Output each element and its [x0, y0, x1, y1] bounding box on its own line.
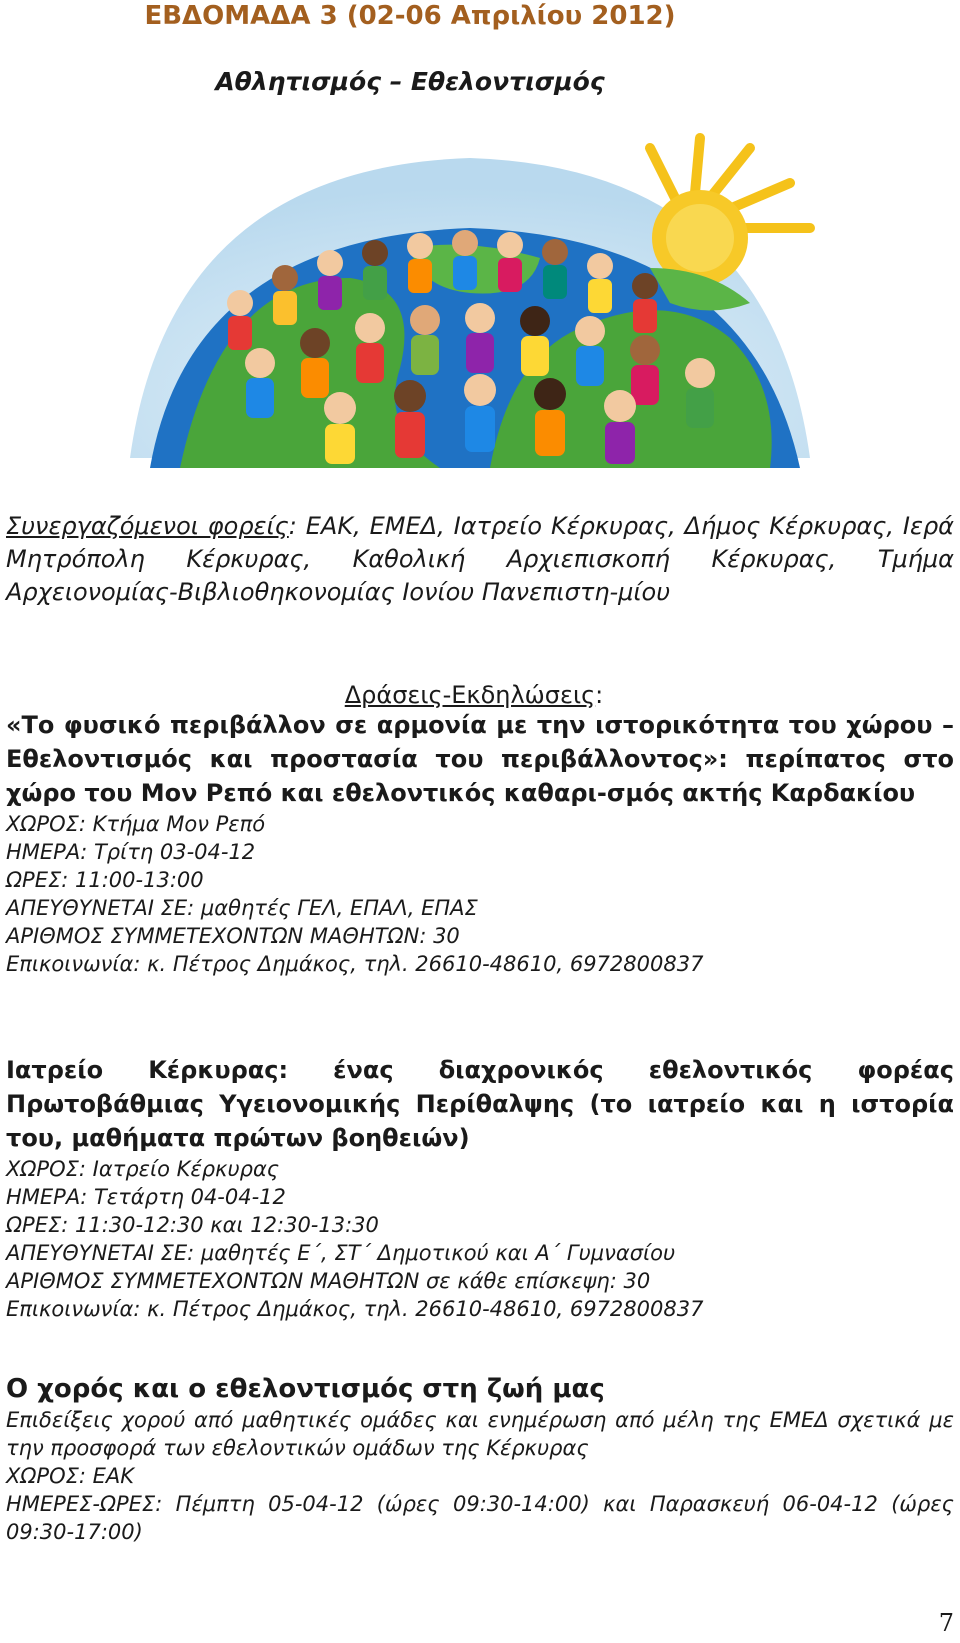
event-location: ΧΩΡΟΣ: Ιατρείο Κέρκυρας	[6, 1157, 280, 1181]
children-on-globe-illustration	[110, 128, 830, 468]
partners-list: : ΕΑΚ, ΕΜΕΔ, Ιατρείο Κέρκυρας, Δήμος Κέρκυρας, Ιερά Μητρόπολη Κέρκυρας, Καθολική Αρχιεπισκοπή Κέρκυρας, Τμήμα Αρχειονομίας-Βιβλιοθηκονομίας Ιονίου Πανεπιστη-μίου	[6, 512, 954, 606]
event-1	[6, 708, 954, 978]
event-hours: ΩΡΕΣ: 11:30-12:30 και 12:30-13:30	[6, 1213, 379, 1237]
actions-label: Δράσεις-Εκδηλώσεις	[344, 681, 596, 709]
event-audience: ΑΠΕΥΘΥΝΕΤΑΙ ΣΕ: μαθητές Ε΄, ΣΤ΄ Δημοτικού και Α΄ Γυμνασίου	[6, 1241, 676, 1265]
event-audience: ΑΠΕΥΘΥΝΕΤΑΙ ΣΕ: μαθητές ΓΕΛ, ΕΠΑΛ, ΕΠΑΣ	[6, 896, 478, 920]
week-title: ΕΒΔΟΜΑΔΑ 3 (02-06 Απριλίου 2012)	[144, 1, 676, 31]
actions-colon: :	[595, 681, 604, 709]
event-days-hours: ΗΜΕΡΕΣ-ΩΡΕΣ: Πέμπτη 05-04-12 (ώρες 09:30-14:00) και Παρασκευή 06-04-12 (ώρες 09:30-17:00)	[6, 1492, 954, 1544]
event-location: ΧΩΡΟΣ: Κτήμα Μον Ρεπό	[6, 812, 266, 836]
event-hours: ΩΡΕΣ: 11:00-13:00	[6, 868, 204, 892]
page-number: 7	[938, 1609, 954, 1637]
event-title: Ο χορός και ο εθελοντισμός στη ζωή μας	[6, 1374, 605, 1404]
event-participants: ΑΡΙΘΜΟΣ ΣΥΜΜΕΤΕΧΟΝΤΩΝ ΜΑΘΗΤΩΝ: 30	[6, 924, 460, 948]
event-3	[6, 1372, 954, 1546]
event-contact: Επικοινωνία: κ. Πέτρος Δημάκος, τηλ. 26610-48610, 6972800837	[6, 1297, 704, 1321]
event-2	[6, 1053, 954, 1323]
event-contact: Επικοινωνία: κ. Πέτρος Δημάκος, τηλ. 26610-48610, 6972800837	[6, 952, 704, 976]
page-subtitle: Αθλητισμός – Εθελοντισμός	[215, 67, 605, 96]
event-participants: ΑΡΙΘΜΟΣ ΣΥΜΜΕΤΕΧΟΝΤΩΝ ΜΑΘΗΤΩΝ σε κάθε επίσκεψη: 30	[6, 1269, 651, 1293]
event-title: «Το φυσικό περιβάλλον σε αρμονία με την ιστορικότητα του χώρου – Εθελοντισμός και προστασία του περιβάλλοντος»: περίπατος στο χώρο του Μον Ρεπό και εθελοντικός καθαρι-σμός ακτής Καρδακίου	[6, 711, 954, 807]
event-day: ΗΜΕΡΑ: Τετάρτη 04-04-12	[6, 1185, 286, 1209]
actions-heading	[0, 679, 954, 711]
event-title: Ιατρείο Κέρκυρας: ένας διαχρονικός εθελοντικός φορέας Πρωτοβάθμιας Υγειονομικής Περίθαλψης (το ιατρείο και η ιστορία του, μαθήματα πρώτων βοηθειών)	[6, 1056, 954, 1152]
partners-label: Συνεργαζόμενοι φορείς	[6, 512, 289, 540]
event-description: Επιδείξεις χορού από μαθητικές ομάδες και ενημέρωση από μέλη της ΕΜΕΔ σχετικά με την προσφορά των εθελοντικών ομάδων της Κέρκυρας	[6, 1408, 954, 1460]
event-location: ΧΩΡΟΣ: ΕΑΚ	[6, 1464, 135, 1488]
event-day: ΗΜΕΡΑ: Τρίτη 03-04-12	[6, 840, 256, 864]
partners-paragraph	[6, 510, 954, 609]
